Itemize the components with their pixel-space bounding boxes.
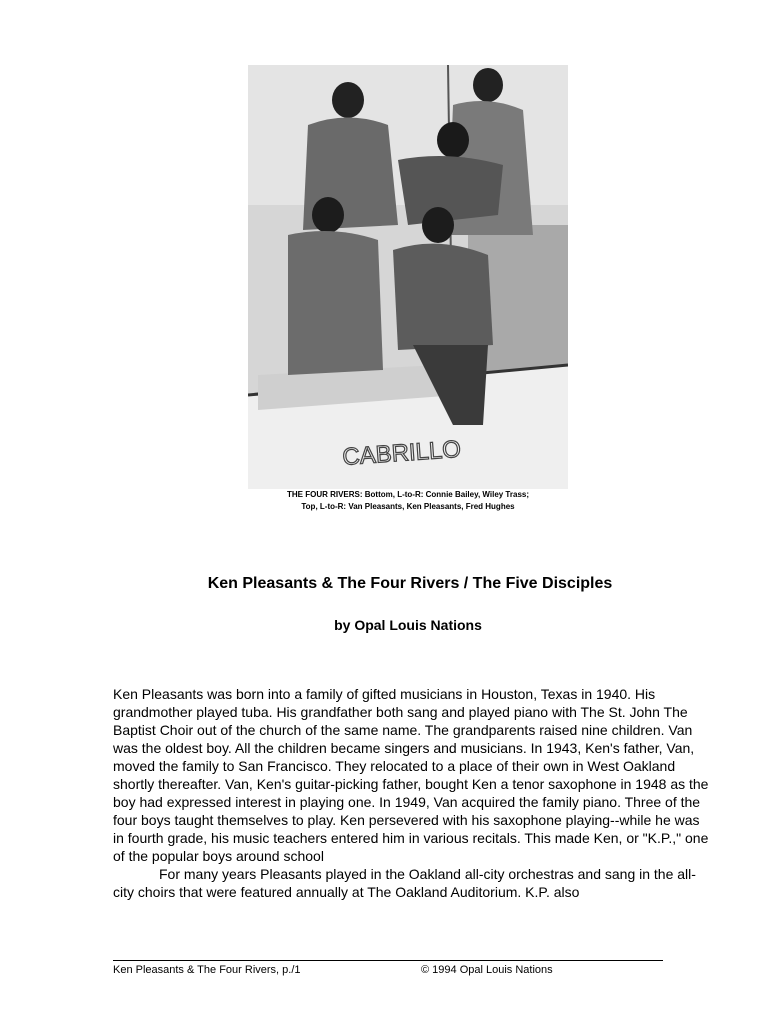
paragraph-1: Ken Pleasants was born into a family of gifted musicians in Houston, Texas in 1940. His grandmother played tuba. His grandfather both sang and played piano with The St. John The Baptist Choir out of the church of the same name. The grandparents raised nine children. Van was the oldest boy. All the children became singers and musicians. In 1943, Ken's father, Van, moved the family to San Francisco. They relocated to a place of their own in West Oakland shortly thereafter. Van, Ken's guitar-picking father, bought Ken a tenor saxophone in 1948 as the boy had expressed interest in playing one. In 1949, Van acquired the family piano. Three of the four boys taught themselves to play. Ken persevered with his saxophone playing--while he was in fourth grade, his music teachers entered him in various recitals. This made Ken, or "K.P.," one of the popular boys around school: [113, 686, 709, 864]
boat-name-text: CABRILLO: [341, 435, 462, 471]
article-body: [113, 685, 713, 901]
photo-caption-line1: THE FOUR RIVERS: Bottom, L-to-R: Connie Bailey, Wiley Trass;: [286, 490, 530, 499]
band-photo: [248, 65, 568, 489]
photo-caption: [248, 489, 568, 513]
photo-caption-line2: Top, L-to-R: Van Pleasants, Ken Pleasants, Fred Hughes: [301, 502, 515, 511]
paragraph-2: For many years Pleasants played in the Oakland all-city orchestras and sang in the all-city choirs that were featured annually at The Oakland Auditorium. K.P. also: [113, 866, 696, 900]
footer-copyright: © 1994 Opal Louis Nations: [421, 964, 553, 976]
band-photo-illustration: [248, 65, 568, 489]
article-byline: by Opal Louis Nations: [334, 617, 482, 633]
article-title: Ken Pleasants & The Four Rivers / The Five Disciples: [207, 575, 613, 592]
footer-rule: [113, 960, 663, 961]
footer-page-label: Ken Pleasants & The Four Rivers, p./1: [113, 964, 301, 976]
